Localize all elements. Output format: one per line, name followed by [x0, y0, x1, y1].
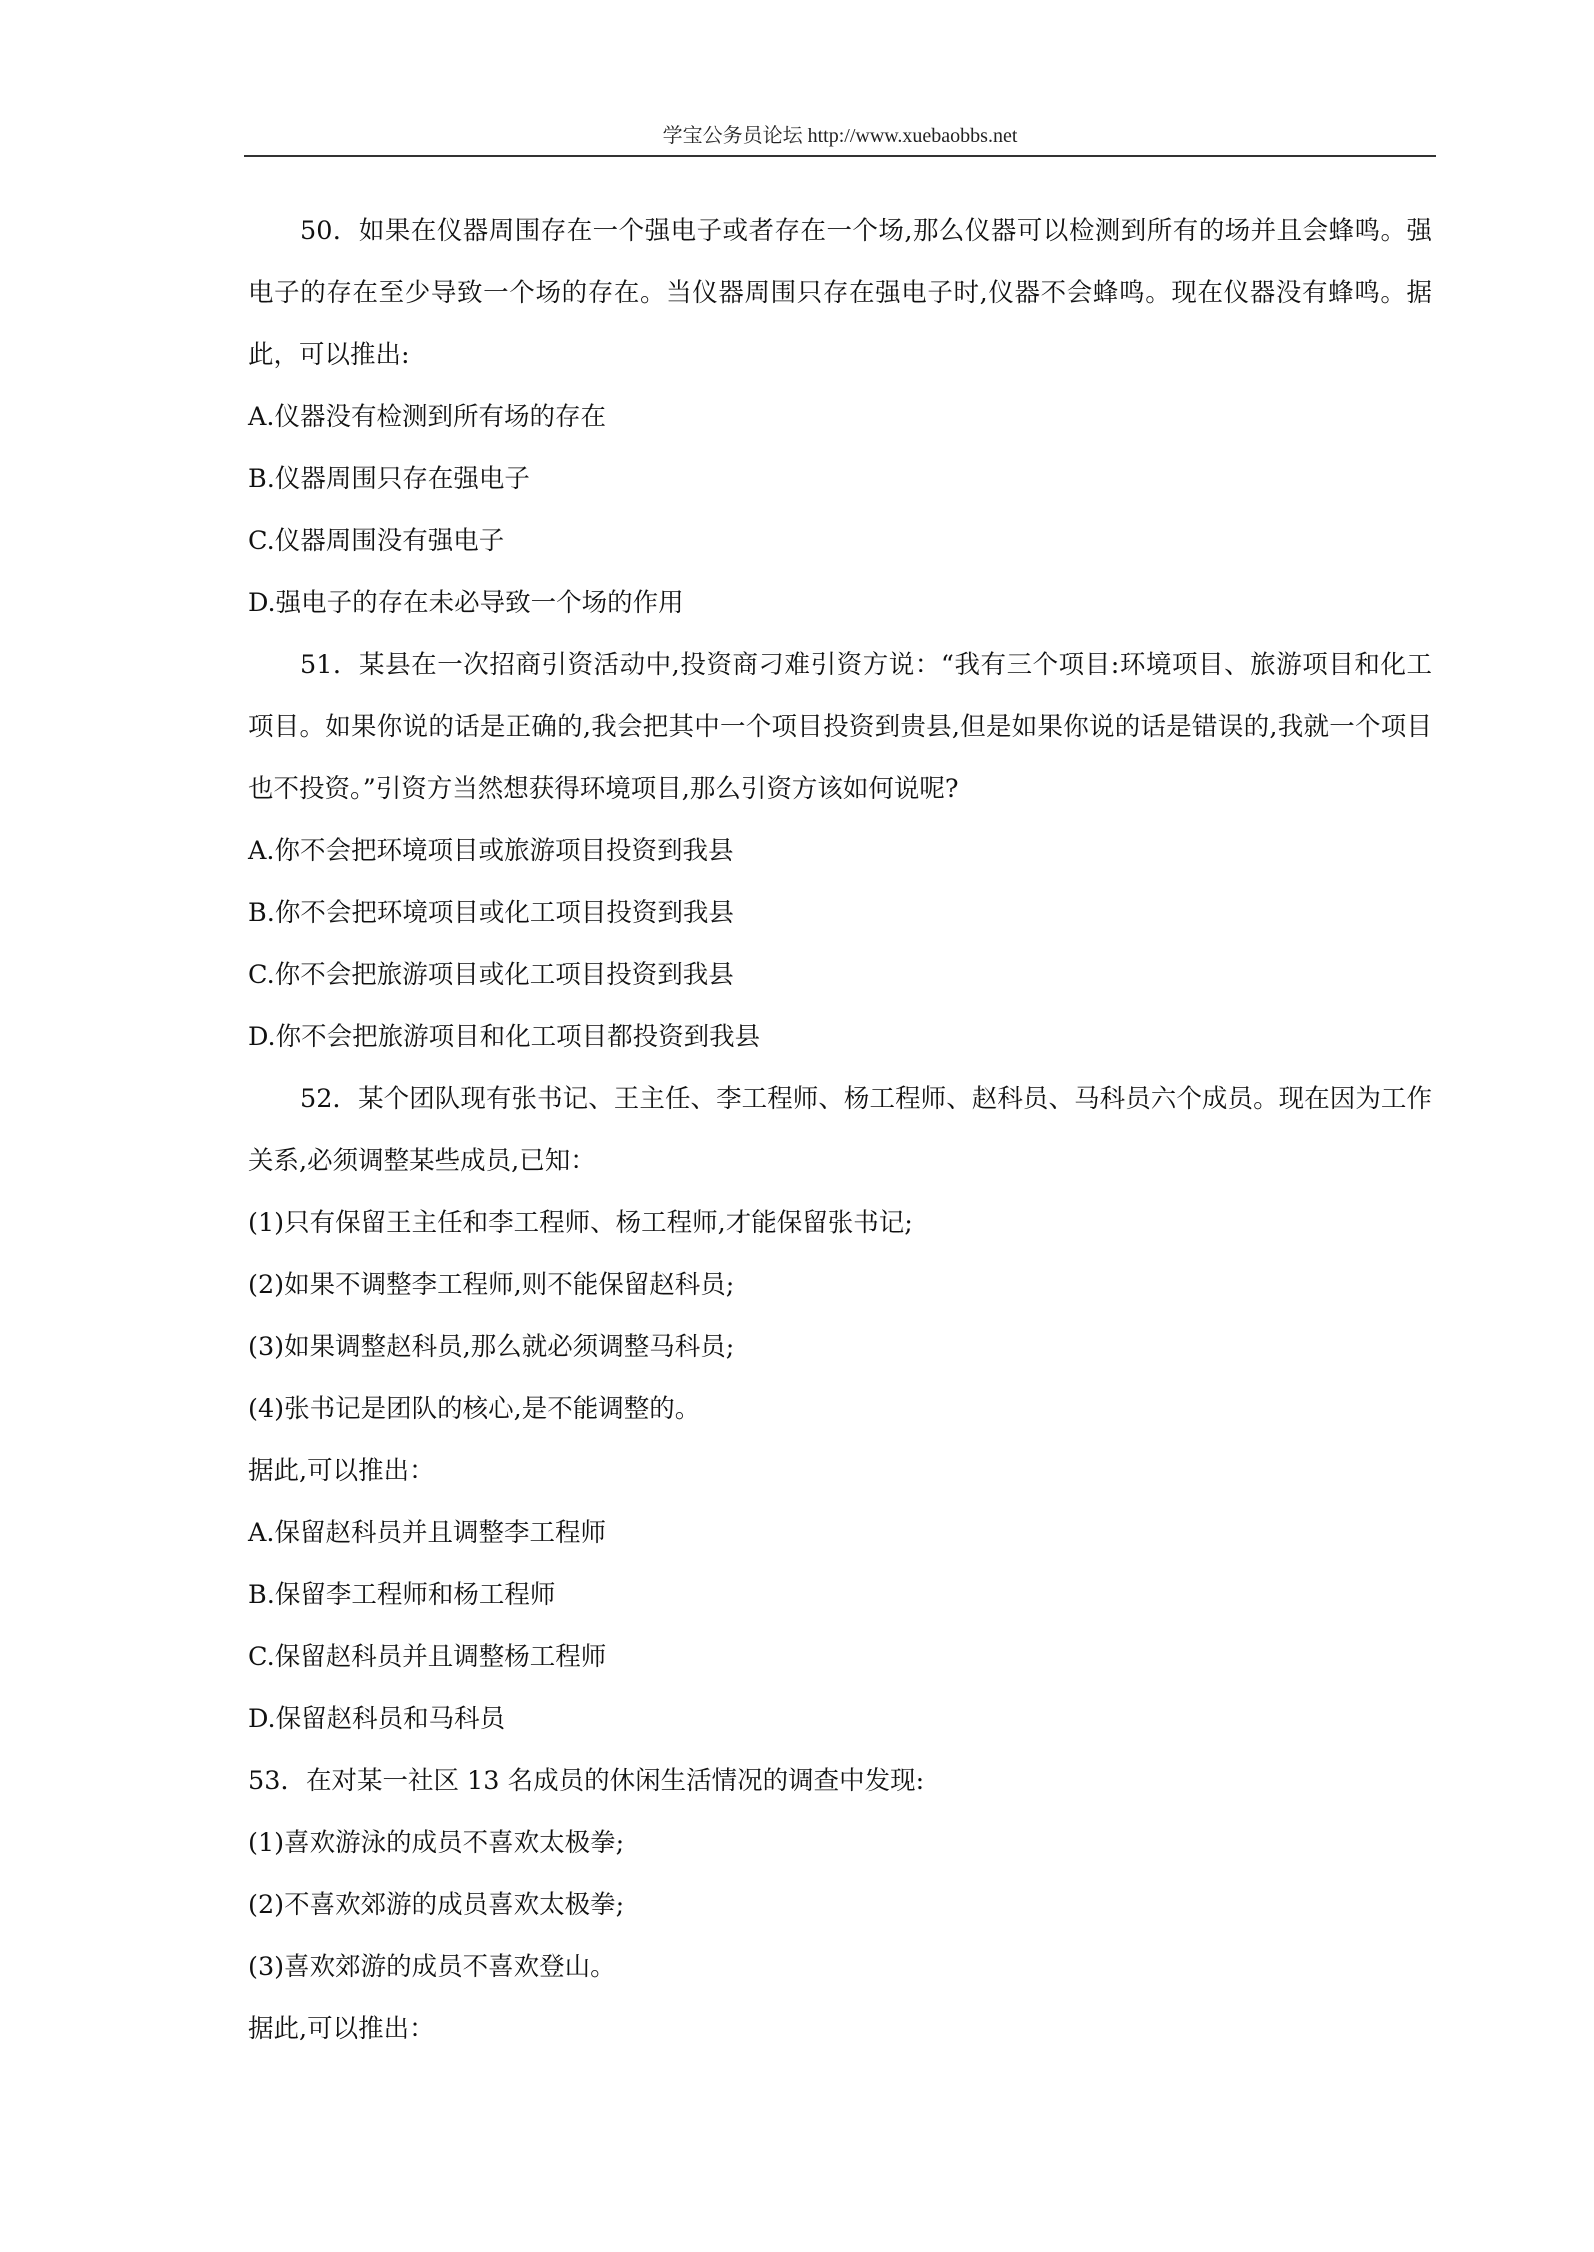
question-52-stem: 52．某个团队现有张书记、王主任、李工程师、杨工程师、赵科员、马科员六个成员。现在因为工作关系,必须调整某些成员,已知：: [248, 1084, 1432, 1176]
question-53-condition-1: (1)喜欢游泳的成员不喜欢太极拳;: [248, 1828, 625, 1858]
question-51-option-d: D.你不会把旅游项目和化工项目都投资到我县: [248, 1022, 761, 1052]
question-52-condition-1: (1)只有保留王主任和李工程师、杨工程师,才能保留张书记;: [248, 1208, 913, 1238]
question-50-option-d: D.强电子的存在未必导致一个场的作用: [248, 588, 684, 618]
question-50-option-b: B.仪器周围只存在强电子: [248, 464, 530, 494]
question-53-condition-2: (2)不喜欢郊游的成员喜欢太极拳;: [248, 1890, 625, 1920]
question-53-condition-3: (3)喜欢郊游的成员不喜欢登山。: [248, 1952, 616, 1982]
question-53-lead: 据此,可以推出：: [248, 2014, 435, 2044]
question-51-option-a: A.你不会把环境项目或旅游项目投资到我县: [248, 836, 734, 866]
question-52-option-c: C.保留赵科员并且调整杨工程师: [248, 1642, 607, 1672]
question-50-option-c: C.仪器周围没有强电子: [248, 526, 505, 556]
question-52-option-b: B.保留李工程师和杨工程师: [248, 1580, 556, 1610]
question-52-condition-4: (4)张书记是团队的核心,是不能调整的。: [248, 1394, 701, 1424]
page-header: 学宝公务员论坛 http://www.xuebaobbs.net: [662, 125, 1018, 147]
question-51-stem: 51．某县在一次招商引资活动中,投资商刁难引资方说：“我有三个项目:环境项目、旅游项目和化工项目。如果你说的话是正确的,我会把其中一个项目投资到贵县,但是如果你说的话是错误的,我就一个项目也不投资。”引资方当然想获得环境项目,那么引资方该如何说呢?: [248, 650, 1432, 804]
question-52-option-d: D.保留赵科员和马科员: [248, 1704, 506, 1734]
question-50-stem: 50．如果在仪器周围存在一个强电子或者存在一个场,那么仪器可以检测到所有的场并且会蜂鸣。强电子的存在至少导致一个场的存在。当仪器周围只存在强电子时,仪器不会蜂鸣。现在仪器没有蜂鸣。据此，可以推出:: [248, 216, 1432, 370]
question-52-condition-3: (3)如果调整赵科员,那么就必须调整马科员;: [248, 1332, 735, 1362]
question-51-option-c: C.你不会把旅游项目或化工项目投资到我县: [248, 960, 734, 990]
question-53-stem: 53．在对某一社区 13 名成员的休闲生活情况的调查中发现:: [248, 1766, 925, 1796]
document-body: [248, 200, 1432, 2060]
question-51-option-b: B.你不会把环境项目或化工项目投资到我县: [248, 898, 734, 928]
header-divider: [244, 155, 1436, 157]
question-52-option-a: A.保留赵科员并且调整李工程师: [248, 1518, 607, 1548]
question-52-condition-2: (2)如果不调整李工程师,则不能保留赵科员;: [248, 1270, 735, 1300]
question-50-option-a: A.仪器没有检测到所有场的存在: [248, 402, 607, 432]
question-52-lead: 据此,可以推出：: [248, 1456, 435, 1486]
